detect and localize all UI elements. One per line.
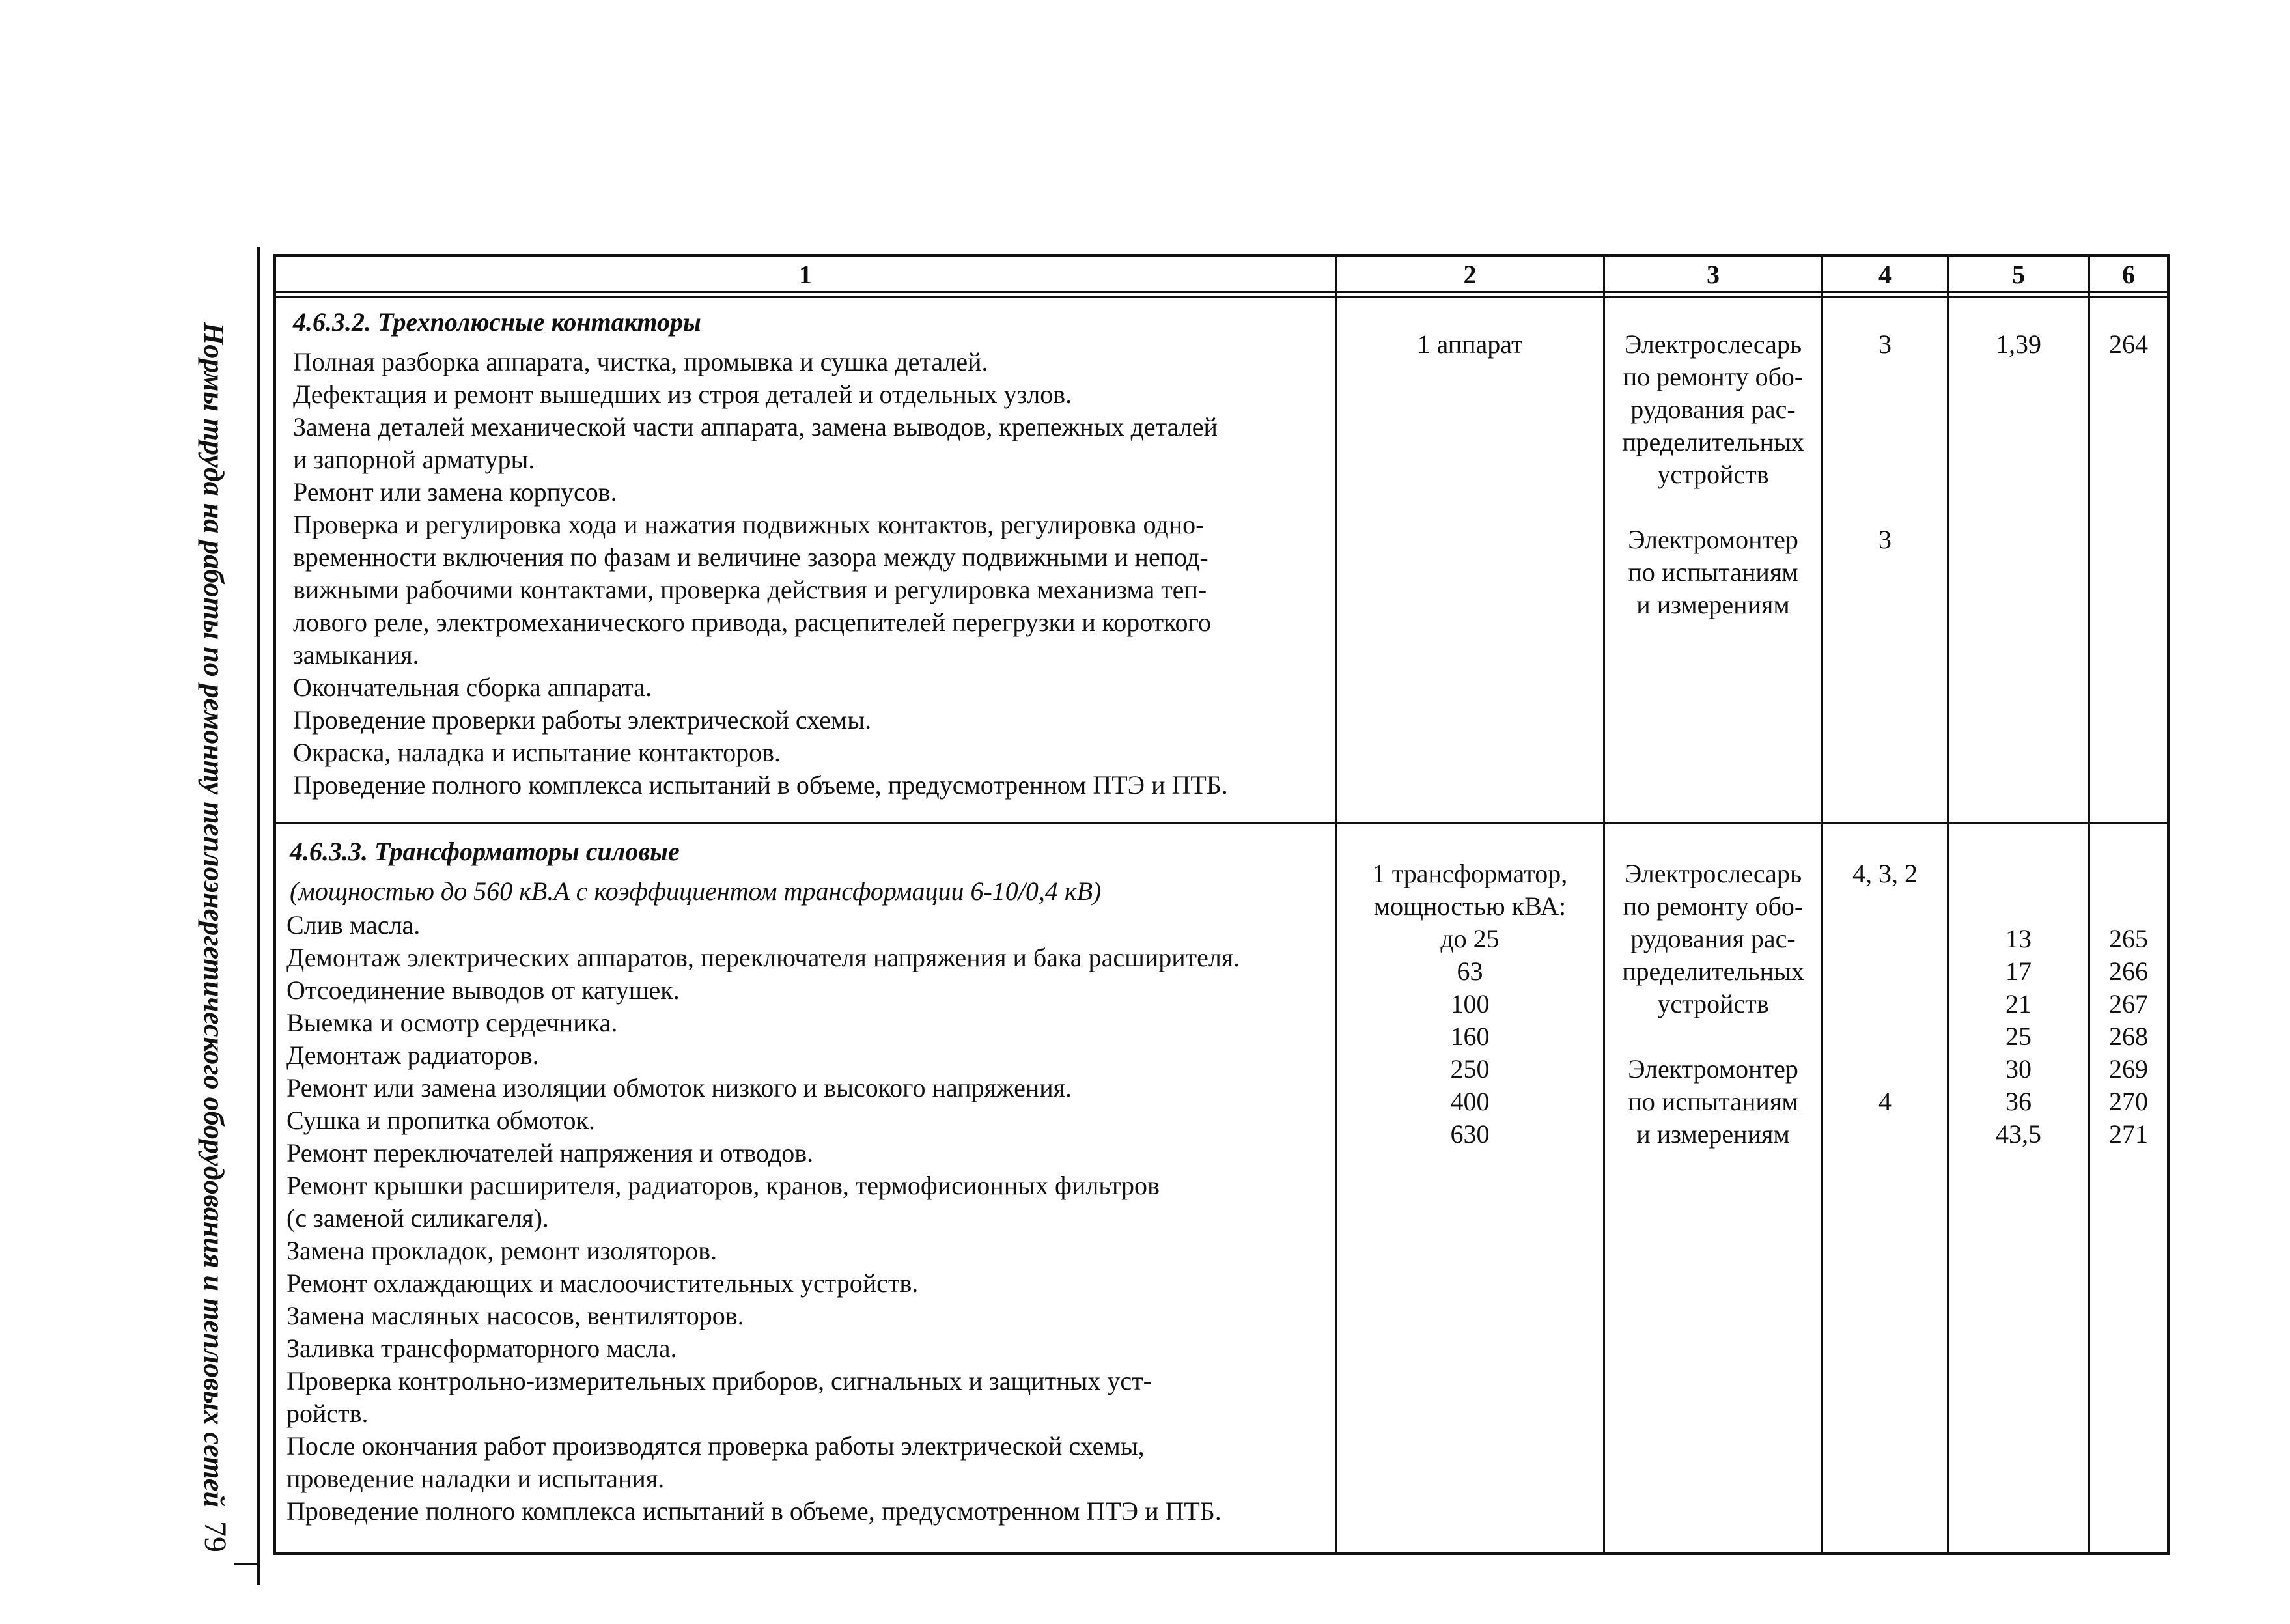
section-description xyxy=(286,909,1240,1528)
section-description xyxy=(293,346,1228,802)
worker-line: рудования рас- xyxy=(1630,924,1796,953)
description-line: Заливка трансформаторного масла. xyxy=(286,1334,677,1363)
section-subtitle: (мощностью до 560 кВ.А с коэффициентом трансформации 6-10/0,4 кВ) xyxy=(290,876,1102,906)
norm-value: 13 xyxy=(2005,924,2032,953)
description-line: Сушка и пропитка обмоток. xyxy=(286,1106,595,1135)
worker-line: по ремонту обо- xyxy=(1623,362,1804,391)
worker-2-grade: 3 xyxy=(1878,525,1892,554)
worker-line: пределительных xyxy=(1622,427,1804,456)
norm-number: 270 xyxy=(2109,1087,2148,1116)
power-rating: 400 xyxy=(1450,1087,1490,1116)
power-rating: 160 xyxy=(1450,1022,1490,1051)
column-number-5: 5 xyxy=(2012,260,2025,289)
column-number-6: 6 xyxy=(2122,260,2135,289)
description-line: Демонтаж радиаторов. xyxy=(286,1041,539,1070)
description-line: Отсоединение выводов от катушек. xyxy=(286,975,680,1005)
description-line: проведение наладки и испытания. xyxy=(286,1464,665,1493)
power-rating: 250 xyxy=(1450,1054,1490,1084)
worker-line: и измерениям xyxy=(1636,590,1790,619)
description-line: Дефектация и ремонт вышедших из строя деталей и отдельных узлов. xyxy=(293,380,1072,409)
worker-2-cell xyxy=(1605,524,1821,621)
description-line: Ремонт крышки расширителя, радиаторов, кранов, термофисионных фильтров xyxy=(286,1171,1160,1200)
description-line: Замена прокладок, ремонт изоляторов. xyxy=(286,1236,717,1265)
description-line: и запорной арматуры. xyxy=(293,445,535,474)
description-line: лового реле, электромеханического привода, расцепителей перегрузки и короткого xyxy=(293,608,1211,637)
section-title: 4.6.3.3. Трансформаторы силовые xyxy=(290,837,680,866)
description-line: Замена деталей механической части аппарата, замена выводов, крепежных деталей xyxy=(293,412,1218,441)
column-number-1: 1 xyxy=(799,260,812,289)
power-rating: 63 xyxy=(1457,957,1483,986)
description-line: Проверка контрольно-измерительных приборов, сигнальных и защитных уст- xyxy=(286,1366,1152,1395)
description-line: вижными рабочими контактами, проверка действия и регулировка механизма теп- xyxy=(293,575,1207,604)
norm-value: 30 xyxy=(2005,1054,2032,1084)
description-line: ройств. xyxy=(286,1399,369,1428)
worker-line: по испытаниям xyxy=(1628,557,1798,587)
worker-1-cell xyxy=(1605,328,1821,491)
norm-number: 271 xyxy=(2109,1119,2148,1149)
worker-line: и измерениям xyxy=(1636,1119,1790,1149)
norm-value: 25 xyxy=(2005,1022,2032,1051)
description-line: Замена масляных насосов, вентиляторов. xyxy=(286,1301,744,1330)
description-line: замыкания. xyxy=(293,640,419,669)
norm-value: 43,5 xyxy=(1996,1119,2041,1149)
worker-line: устройств xyxy=(1657,989,1769,1018)
norm-number: 265 xyxy=(2109,924,2148,953)
unit-cell xyxy=(1337,858,1603,1151)
norm-number: 268 xyxy=(2109,1022,2148,1051)
worker-line: Электрослесарь xyxy=(1624,329,1802,359)
power-rating: до 25 xyxy=(1440,924,1500,953)
norm-number: 267 xyxy=(2109,989,2148,1018)
norm-values xyxy=(1949,923,2088,1151)
worker-1-grade: 4, 3, 2 xyxy=(1852,859,1918,888)
page-number: 79 xyxy=(198,1521,232,1552)
running-header-title: Нормы труда на работы по ремонту теплоэнергетического оборудования и тепловых сетей xyxy=(198,322,230,1507)
power-rating: 630 xyxy=(1450,1119,1490,1149)
power-rating: 100 xyxy=(1450,989,1490,1018)
header-divider xyxy=(273,296,2170,298)
column-number-4: 4 xyxy=(1878,260,1892,289)
worker-line: устройств xyxy=(1657,460,1769,489)
unit-line: мощностью кВА: xyxy=(1373,891,1567,921)
worker-line: Электрослесарь xyxy=(1624,859,1802,888)
norm-value: 1,39 xyxy=(1996,329,2041,359)
description-line: временности включения по фазам и величине зазора между подвижными и непод- xyxy=(293,542,1208,572)
norm-value: 21 xyxy=(2005,989,2032,1018)
margin-rule xyxy=(257,247,260,1585)
worker-1-cell xyxy=(1605,858,1821,1020)
worker-line: по ремонту обо- xyxy=(1623,891,1804,921)
column-number-3: 3 xyxy=(1707,260,1720,289)
norm-number: 269 xyxy=(2109,1054,2148,1084)
description-line: После окончания работ производятся проверка работы электрической схемы, xyxy=(286,1431,1145,1461)
worker-2-cell xyxy=(1605,1053,1821,1151)
description-line: Ремонт охлаждающих и маслоочистительных устройств. xyxy=(286,1268,919,1298)
description-line: Проверка и регулировка хода и нажатия подвижных контактов, регулировка одно- xyxy=(293,510,1205,539)
unit-cell: 1 аппарат xyxy=(1417,329,1523,359)
column-divider xyxy=(2088,254,2090,1555)
description-line: Ремонт или замена корпусов. xyxy=(293,477,617,507)
worker-line: пределительных xyxy=(1622,957,1804,986)
section-title: 4.6.3.2. Трехполюсные контакторы xyxy=(293,307,701,337)
norm-number: 264 xyxy=(2109,329,2148,359)
description-line: Ремонт переключателей напряжения и отводов. xyxy=(286,1138,814,1168)
norm-numbers xyxy=(2090,923,2167,1151)
description-line: Окраска, наладка и испытание контакторов. xyxy=(293,738,781,767)
description-line: Демонтаж электрических аппаратов, переключателя напряжения и бака расширителя. xyxy=(286,943,1240,972)
section-divider xyxy=(273,822,2170,824)
norm-value: 17 xyxy=(2005,957,2032,986)
column-divider xyxy=(1821,254,1823,1555)
description-line: Полная разборка аппарата, чистка, промывка и сушка деталей. xyxy=(293,347,988,376)
description-line: Ремонт или замена изоляции обмоток низкого и высокого напряжения. xyxy=(286,1073,1072,1102)
description-line: Окончательная сборка аппарата. xyxy=(293,673,652,702)
description-line: Проведение полного комплекса испытаний в объеме, предусмотренном ПТЭ и ПТБ. xyxy=(293,770,1228,800)
unit-line: 1 трансформатор, xyxy=(1372,859,1568,888)
description-line: Проведение полного комплекса испытаний в объеме, предусмотренном ПТЭ и ПТБ. xyxy=(286,1496,1222,1526)
description-line: Выемка и осмотр сердечника. xyxy=(286,1008,618,1037)
description-line: Слив масла. xyxy=(286,910,421,940)
description-line: (с заменой силикагеля). xyxy=(286,1203,549,1233)
column-number-2: 2 xyxy=(1463,260,1477,289)
worker-line: рудования рас- xyxy=(1630,395,1796,424)
norm-number: 266 xyxy=(2109,957,2148,986)
column-divider xyxy=(1947,254,1949,1555)
description-line: Проведение проверки работы электрической схемы. xyxy=(293,705,872,735)
worker-line: Электромонтер xyxy=(1628,1054,1798,1084)
worker-line: Электромонтер xyxy=(1628,525,1798,554)
worker-1-grade: 3 xyxy=(1878,329,1892,359)
norm-value: 36 xyxy=(2005,1087,2032,1116)
worker-2-grade: 4 xyxy=(1878,1087,1892,1116)
worker-line: по испытаниям xyxy=(1628,1087,1798,1116)
page-number-rule xyxy=(234,1563,260,1565)
